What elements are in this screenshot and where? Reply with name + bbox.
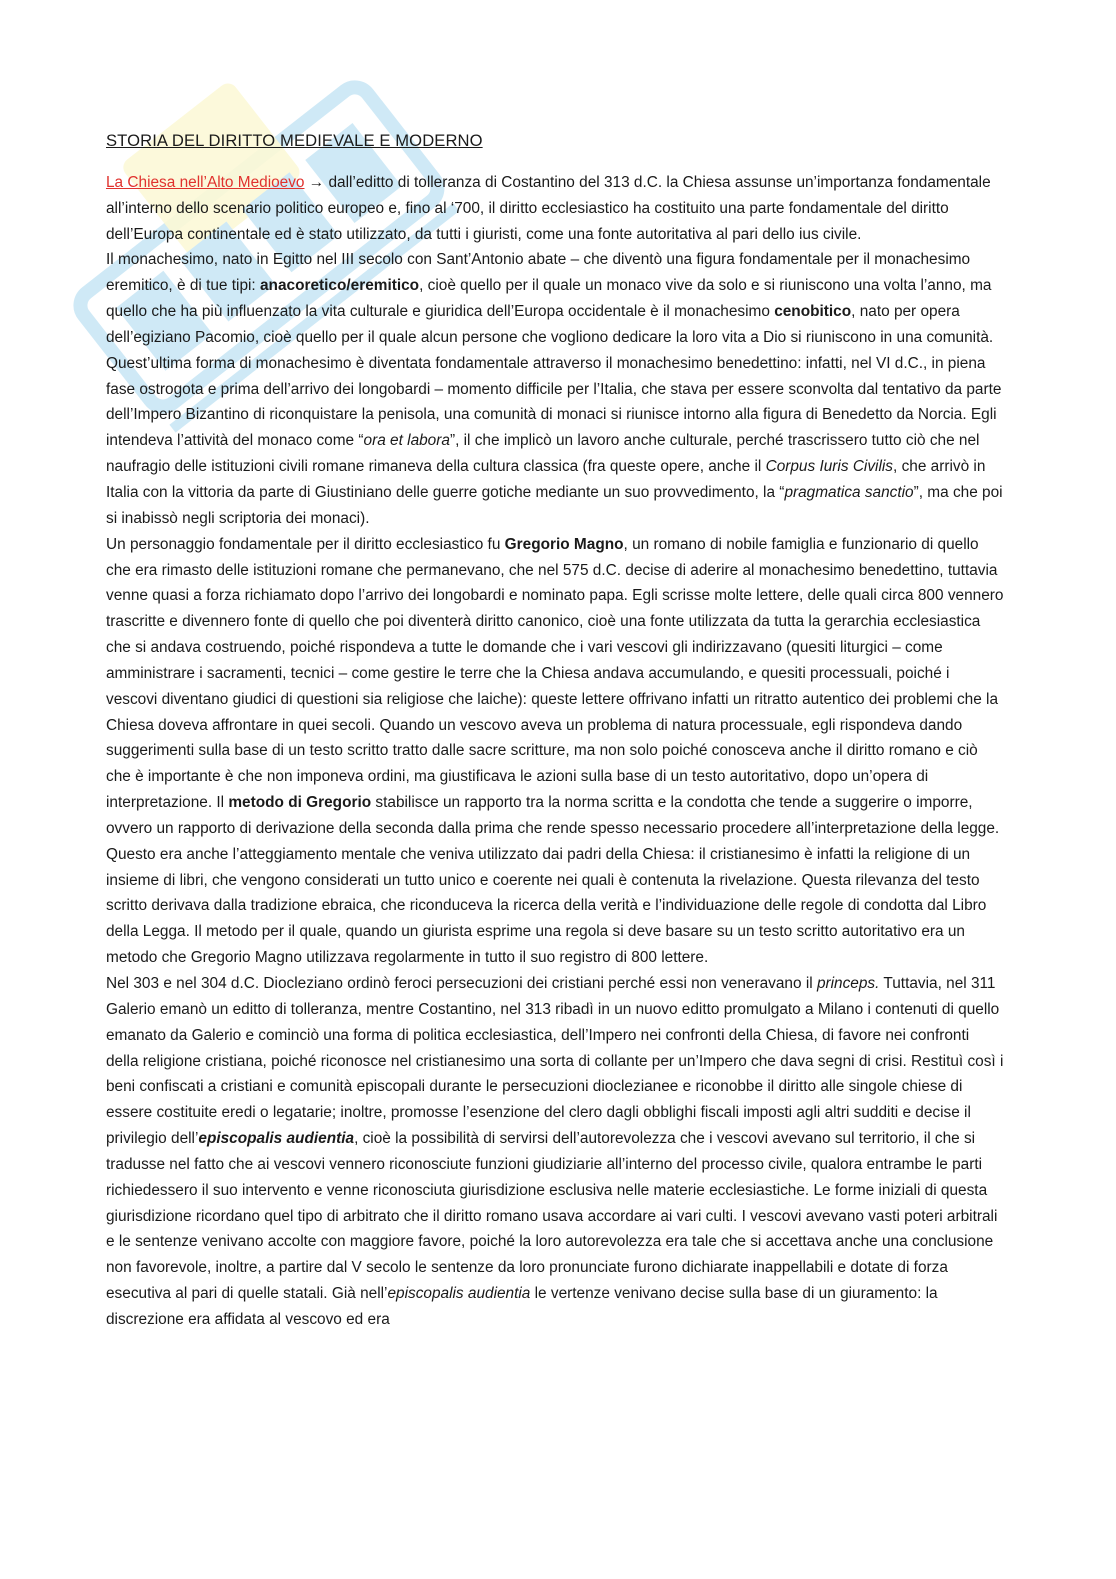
bold-term: anacoretico/eremitico [259,277,420,295]
text-run: , nato per opera dell’egiziano Pacomio, cioè quello per il quale alcun persone che vogliono dedicare la loro vita a Dio si riuniscono in una comunità. Quest’ultima forma di monachesimo è diventata fondamentale attraverso il monachesimo benedettino: infatti, nel VI d.C., in piena fase ostrogota e prima dell’arrivo dei longobardi – momento difficile per l’Italia, che stava per essere sconvolta dal tentativo da parte dell’Impero Bizantino di riconquistare la penisola, una comunità di monaci si riunisce intorno alla figura di Benedetto da Norcia. Egli intendeva l’attività del monaco come “ [106,303,1002,450]
text-run: , cioè quello per il quale un monaco vive da solo e si riuniscono una volta l’anno, ma quello che ha più influenzato la vita culturale e giuridica dell’Europa occidentale è il monachesimo [106,277,992,321]
text-run: ”, ma che poi si inabissò negli scriptoria dei monaci). [106,483,1003,527]
bold-term: Gregorio Magno [504,535,624,553]
bold-italic-term: episcopalis audientia [198,1130,355,1148]
text-run: le vertenze venivano decise sulla base di un giuramento: la discrezione era affidata al vescovo ed era [106,1285,938,1328]
italic-term: pragmatica sanctio [784,483,914,501]
text-run: Tuttavia, nel 311 Galerio emanò un editto di tolleranza, mentre Costantino, nel 313 ribadì in un nuovo editto promulgato a Milano i contenuti di quello emanato da Galerio e cominciò una forma di politica ecclesiastica, dell’Impero nei confronti della Chiesa, di favore nei confronti della religione cristiana, poiché riconosce nel cristianesimo una sorta di collante per un’Impero che dava segni di crisi. Restituì così i beni confiscati a cristiani e comunità episcopali durante le persecuzioni dioclezianee e riconobbe il diritto alle singole chiese di essere costituite eredi o legatarie; inoltre, promosse l’esenzione del clero dagli obblighi fiscali imposti agli altri sudditi e decise il privilegio dell’ [106,975,1004,1148]
arrow: → [304,173,329,191]
text-run: , cioè la possibilità di servirsi dell’autorevolezza che i vescovi avevano sul territorio, il che si tradusse nel fatto che ai vescovi vennero riconosciute funzioni giudiziarie all’interno del processo civile, qualora entrambe le parti richiedessero il suo intervento e venne riconosciuta giurisdizione esclusiva nelle materie ecclesiastiche. Le forme iniziali di questa giurisdizione ricordano quel tipo di arbitrato che il diritto romano usava accordare ai vari culti. I vescovi avevano vasti poteri arbitrali e le sentenze venivano accolte con maggiore favore, poiché la loro autorevolezza era tale che si accettava anche una conclusione non favorevole, inoltre, a partire dal V secolo le sentenze da loro pronunciate furono dichiarate inappellabili e dotate di forza esecutiva al pari di quelle statali. Già nell’ [106,1130,998,1303]
text-run: , un romano di nobile famiglia e funzionario di quello che era rimasto delle istituzioni romane che permanevano, che nel 575 d.C. decise di aderire al monachesimo benedettino, tuttavia venne quasi a forza richiamato dopo l’arrivo dei longobardi e nominato papa. Egli scrisse molte lettere, delle quali circa 800 vennero trascritte e divennero fonte di quello che poi diventerà diritto canonico, cioè una fonte utilizzata da tutta la gerarchia ecclesiastica che si andava costruendo, poiché rispondeva a tutte le domande che i vari vescovi gli indirizzavano (quesiti liturgici – come amministrare i sacramenti, tecnici – come gestire le terre che la Chiesa andava accumulando, e quesiti processuali, poiché i vescovi diventano giudici di questioni sia religiose che laiche): queste lettere offrivano infatti un ritratto autentico dei problemi che la Chiesa doveva affrontare in quei secoli. Quando un vescovo aveva un problema di natura processuale, egli rispondeva dando suggerimenti sulla base di un testo scritto tratto dalle sacre scritture, ma non solo poiché conosceva anche il diritto romano e ciò che è importante è che non imponeva ordini, ma giustificava le azioni sulla base di un testo autoritativo, dopo un’opera di interpretazione. Il [106,535,1004,812]
document-page [106,128,1004,1333]
italic-term: episcopalis audientia [387,1285,531,1303]
paragraph-2 [106,247,1004,531]
text-run: Un personaggio fondamentale per il diritto ecclesiastico fu [106,535,505,553]
paragraph-1 [106,170,1004,248]
text-run: stabilisce un rapporto tra la norma scritta e la condotta che tende a suggerire o imporre, ovvero un rapporto di derivazione della seconda dalla prima che rende spesso necessario procedere all’interpretazione della legge. Questo era anche l’atteggiamento mentale che veniva utilizzato dai padri della Chiesa: il cristianesimo è infatti la religione di un insieme di libri, che vengono considerati un tutto unico e coerente nei quali è contenuta la rivelazione. Questa rilevanza del testo scritto derivava dalla tradizione ebraica, che riconduceva la ricerca della verità e l’individuazione delle regole di condotta dal Libro della Legga. Il metodo per il quale, quando un giurista esprime una regola si deve basare su un testo scritto autoritativo era un metodo che Gregorio Magno utilizzava regolarmente in tutto il suo registro di 800 lettere. [106,794,1000,967]
bold-term: metodo di Gregorio [228,794,372,812]
text-run: Il monachesimo, nato in Egitto nel III secolo con Sant’Antonio abate – che diventò una figura fondamentale per il monachesimo eremitico, è di tue tipi: [106,251,971,295]
document-title: STORIA DEL DIRITTO MEDIEVALE E MODERNO [106,131,483,150]
section-link-chiesa[interactable]: La Chiesa nell’Alto Medioevo [106,173,305,191]
italic-term: princeps. [816,975,880,992]
text-run: , che arrivò in Italia con la vittoria da parte di Giustiniano delle guerre gotiche mediante un suo provvedimento, la “ [106,458,986,501]
text-run: ”, il che implicò un lavoro anche culturale, perché trascrissero tutto ciò che nel naufragio delle istituzioni civili romane rimaneva della cultura classica (fra queste opere, anche il [106,432,980,476]
italic-term: ora et labora [363,432,450,450]
paragraph-3 [106,532,1004,1333]
paragraph-1-text: dall’editto di tolleranza di Costantino del 313 d.C. la Chiesa assunse un’importanza fondamentale all’interno dello scenario politico europeo e, fino al ‘700, il diritto ecclesiastico ha costituito una parte fondamentale del diritto dell’Europa continentale ed è stato utilizzato, da tutti i giuristi, come una fonte autoritativa al pari dello ius civile. [106,173,991,243]
text-run: Nel 303 e nel 304 d.C. Diocleziano ordinò feroci persecuzioni dei cristiani perché essi non veneravano il [106,975,817,992]
bold-term: cenobitico [774,303,852,321]
italic-term: Corpus Iuris Civilis [765,458,894,476]
